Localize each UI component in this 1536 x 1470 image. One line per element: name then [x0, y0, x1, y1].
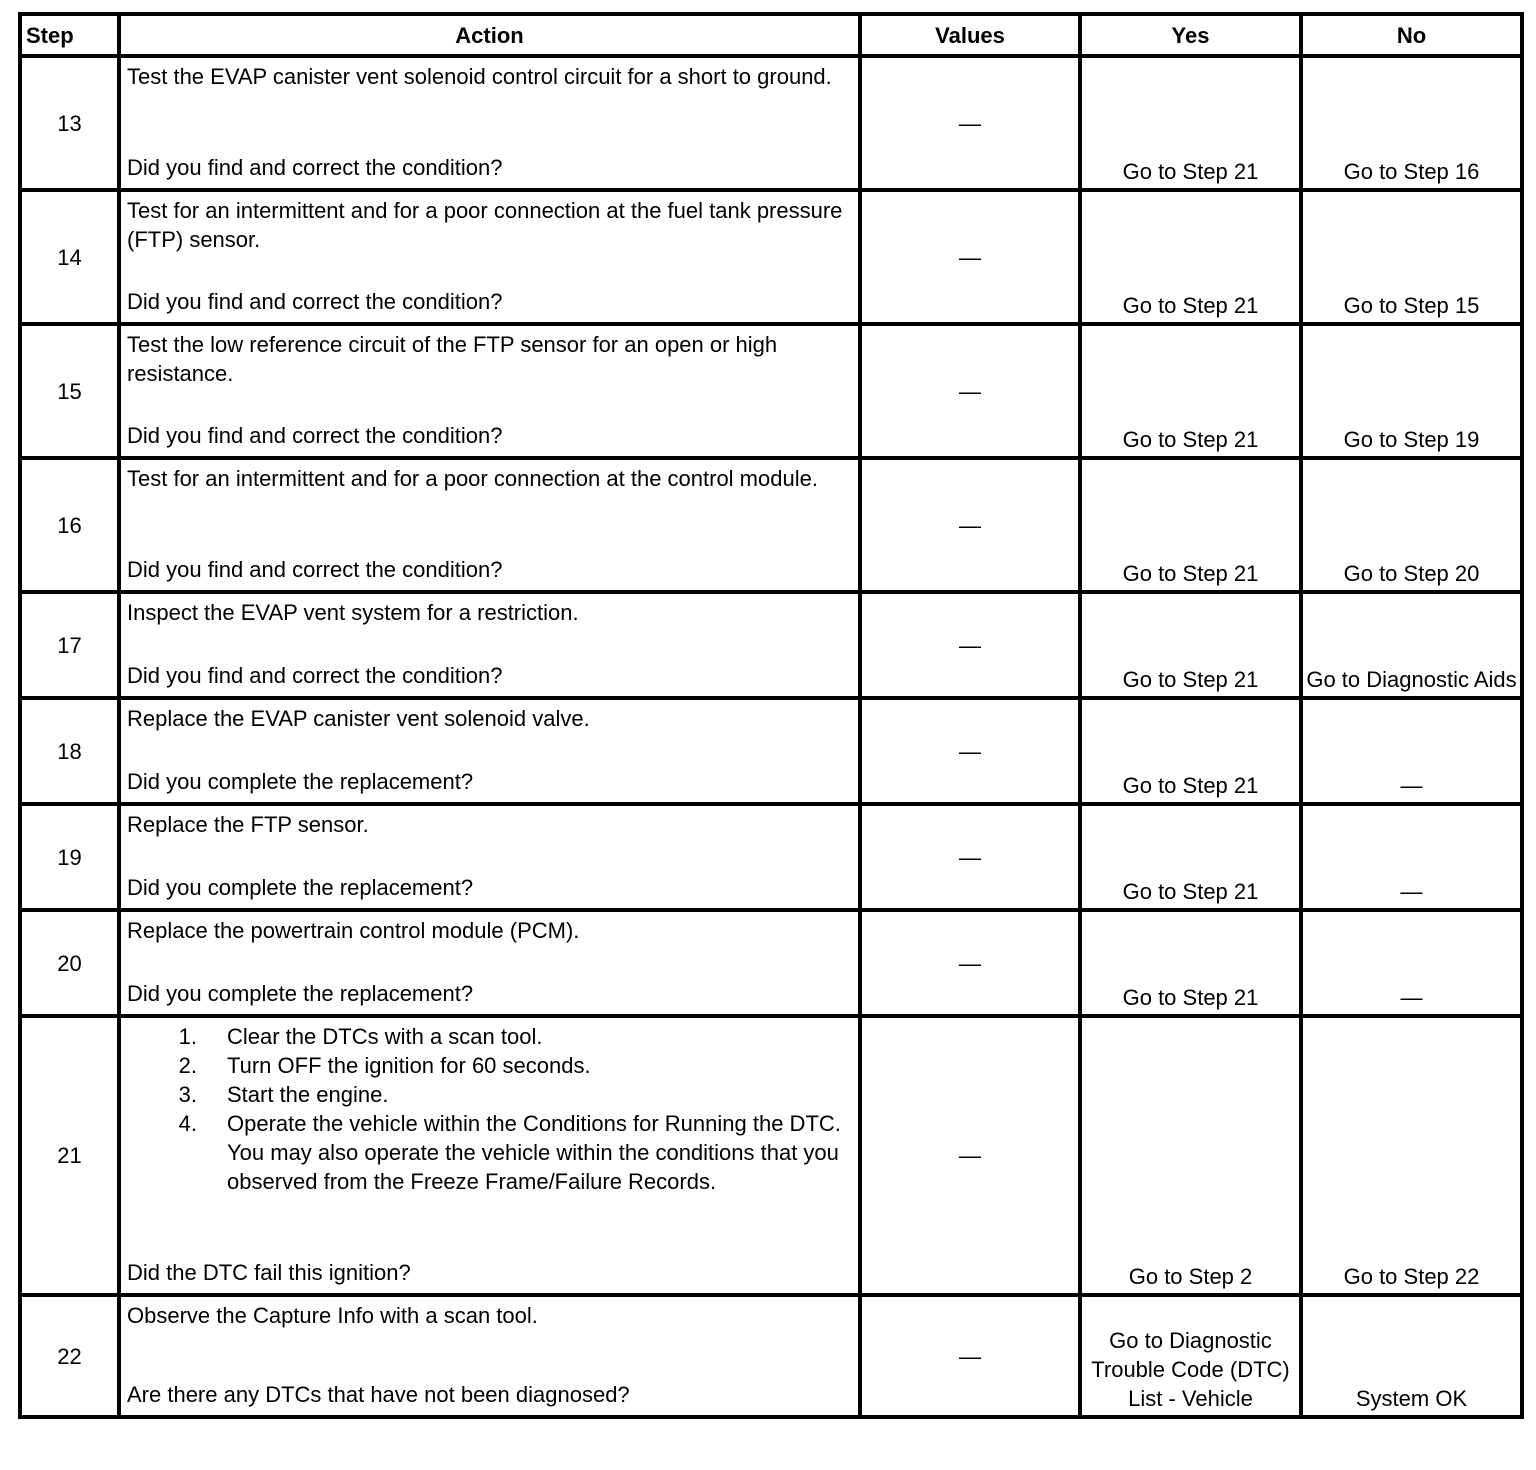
no-cell: —: [1301, 910, 1522, 1016]
action-cell: [119, 910, 860, 1016]
no-cell: Go to Step 15: [1301, 190, 1522, 324]
action-text: Test for an intermittent and for a poor connection at the control module.: [127, 466, 818, 491]
step-number: 15: [20, 324, 119, 458]
diagnostic-table: [18, 12, 1524, 1419]
table-row: [20, 324, 1522, 458]
no-cell: —: [1301, 804, 1522, 910]
table-row: [20, 804, 1522, 910]
table-row: [20, 910, 1522, 1016]
list-item: [127, 1080, 852, 1109]
list-item-text: Clear the DTCs with a scan tool.: [227, 1024, 543, 1049]
action-cell: [119, 56, 860, 190]
action-question: Did you complete the replacement?: [127, 981, 474, 1006]
action-question: Did you find and correct the condition?: [127, 663, 503, 688]
action-text: Replace the EVAP canister vent solenoid valve.: [127, 706, 590, 731]
no-cell: Go to Step 22: [1301, 1016, 1522, 1295]
values-cell: —: [860, 190, 1080, 324]
table-row: [20, 592, 1522, 698]
action-text: Test for an intermittent and for a poor connection at the fuel tank pressure (FTP) sensor.: [127, 198, 843, 252]
action-cell: [119, 1295, 860, 1417]
yes-cell: Go to Step 21: [1080, 592, 1301, 698]
no-cell: System OK: [1301, 1295, 1522, 1417]
yes-cell: Go to Step 21: [1080, 804, 1301, 910]
yes-cell: Go to Step 21: [1080, 324, 1301, 458]
table-row: [20, 698, 1522, 804]
action-text: Replace the powertrain control module (PCM).: [127, 918, 580, 943]
table-row: [20, 190, 1522, 324]
list-item-number: 4.: [178, 1111, 197, 1136]
action-question: Did you complete the replacement?: [127, 769, 474, 794]
action-text: Replace the FTP sensor.: [127, 812, 369, 837]
values-cell: —: [860, 458, 1080, 592]
action-question: Did you find and correct the condition?: [127, 289, 503, 314]
header-yes: Yes: [1080, 14, 1301, 56]
action-text: Test the EVAP canister vent solenoid control circuit for a short to ground.: [127, 64, 832, 89]
action-question: Are there any DTCs that have not been diagnosed?: [127, 1382, 630, 1407]
table-row: [20, 56, 1522, 190]
yes-cell: Go to Step 2: [1080, 1016, 1301, 1295]
action-text: Test the low reference circuit of the FTP sensor for an open or high resistance.: [127, 332, 778, 386]
step-number: 14: [20, 190, 119, 324]
yes-cell: Go to Step 21: [1080, 910, 1301, 1016]
values-cell: —: [860, 1016, 1080, 1295]
step-number: 21: [20, 1016, 119, 1295]
values-cell: —: [860, 910, 1080, 1016]
no-cell: Go to Step 19: [1301, 324, 1522, 458]
action-cell: [119, 592, 860, 698]
yes-cell: Go to Step 21: [1080, 458, 1301, 592]
yes-cell: Go to Step 21: [1080, 190, 1301, 324]
header-action: Action: [119, 14, 860, 56]
yes-cell: Go to Diagnostic Trouble Code (DTC) List - Vehicle: [1080, 1295, 1301, 1417]
action-question: Did you find and correct the condition?: [127, 155, 503, 180]
no-cell: Go to Diagnostic Aids: [1301, 592, 1522, 698]
table-row: [20, 1295, 1522, 1417]
yes-cell: Go to Step 21: [1080, 698, 1301, 804]
no-cell: Go to Step 16: [1301, 56, 1522, 190]
values-cell: —: [860, 592, 1080, 698]
values-cell: —: [860, 324, 1080, 458]
action-cell: [119, 458, 860, 592]
action-cell: [119, 190, 860, 324]
list-item-number: 3.: [178, 1082, 197, 1107]
action-question: Did you find and correct the condition?: [127, 423, 503, 448]
values-cell: —: [860, 698, 1080, 804]
action-cell: [119, 324, 860, 458]
action-question: Did the DTC fail this ignition?: [127, 1260, 411, 1285]
step-number: 22: [20, 1295, 119, 1417]
action-cell: [119, 804, 860, 910]
step-number: 20: [20, 910, 119, 1016]
action-question: Did you find and correct the condition?: [127, 557, 503, 582]
list-item: [127, 1022, 852, 1051]
list-item-text: Start the engine.: [227, 1082, 389, 1107]
values-cell: —: [860, 56, 1080, 190]
action-text: Observe the Capture Info with a scan tool.: [127, 1303, 538, 1328]
step-number: 17: [20, 592, 119, 698]
step-number: 18: [20, 698, 119, 804]
step-number: 13: [20, 56, 119, 190]
list-item: [127, 1109, 852, 1196]
action-question: Did you complete the replacement?: [127, 875, 474, 900]
header-values: Values: [860, 14, 1080, 56]
list-item-text: Operate the vehicle within the Conditions for Running the DTC. You may also operate the vehicle within the conditions that you observed from the Freeze Frame/Failure Records.: [227, 1111, 841, 1194]
list-item: [127, 1051, 852, 1080]
list-item-text: Turn OFF the ignition for 60 seconds.: [227, 1053, 591, 1078]
values-cell: —: [860, 804, 1080, 910]
action-text: Inspect the EVAP vent system for a restriction.: [127, 600, 579, 625]
list-item-number: 1.: [178, 1024, 197, 1049]
header-row: [20, 14, 1522, 56]
table-row: [20, 1016, 1522, 1295]
list-item-number: 2.: [178, 1053, 197, 1078]
step-number: 19: [20, 804, 119, 910]
yes-cell: Go to Step 21: [1080, 56, 1301, 190]
table-row: [20, 458, 1522, 592]
no-cell: Go to Step 20: [1301, 458, 1522, 592]
values-cell: —: [860, 1295, 1080, 1417]
action-cell: [119, 698, 860, 804]
step-number: 16: [20, 458, 119, 592]
procedure-list: [127, 1022, 852, 1196]
header-no: No: [1301, 14, 1522, 56]
header-step: Step: [20, 14, 119, 56]
action-cell: [119, 1016, 860, 1295]
no-cell: —: [1301, 698, 1522, 804]
